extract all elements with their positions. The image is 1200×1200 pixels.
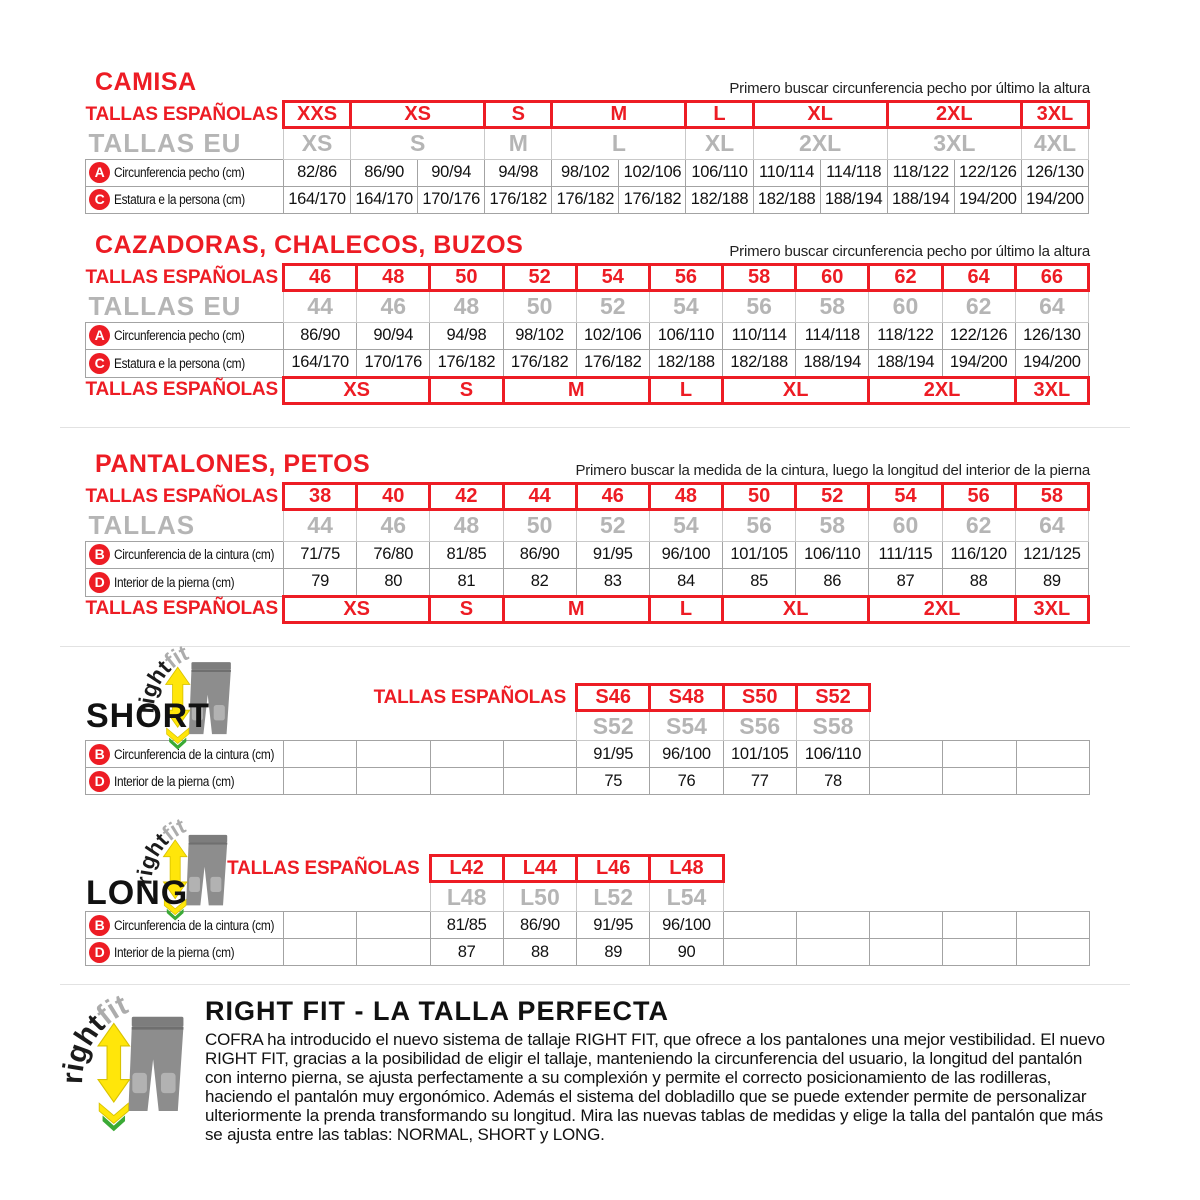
value-cell: 126/130	[1015, 322, 1088, 349]
cazadoras-letter-sizes-row	[86, 377, 1089, 403]
size-cell: S52	[577, 711, 650, 741]
value-cell	[870, 768, 943, 795]
long-label: LONG	[86, 874, 189, 912]
cazadoras-note: Primero buscar circunferencia pecho por último la altura	[729, 243, 1090, 260]
value-cell: 84	[649, 568, 722, 596]
size-cell: L42	[430, 856, 503, 882]
value-cell: 116/120	[942, 541, 1015, 568]
value-cell: 89	[577, 939, 650, 966]
value-cell	[430, 741, 503, 768]
value-cell: 91/95	[576, 541, 649, 568]
value-cell: 106/110	[796, 541, 869, 568]
size-cell: 60	[796, 265, 869, 291]
measure-d-badge: D	[89, 771, 110, 792]
pantalones-table	[85, 482, 1090, 624]
size-cell: 44	[503, 484, 576, 510]
value-cell: 76/80	[357, 541, 430, 568]
size-cell: 56	[649, 265, 722, 291]
size-cell: L	[649, 596, 722, 622]
value-cell: 90	[650, 939, 723, 966]
size-cell: 2XL	[887, 102, 1021, 128]
short-label: SHORT	[86, 697, 210, 735]
value-cell: 114/118	[820, 159, 887, 186]
size-cell: 54	[649, 510, 722, 542]
size-cell: 46	[284, 265, 357, 291]
value-cell: 188/194	[796, 349, 869, 377]
value-cell: 88	[503, 939, 576, 966]
size-cell: S50	[723, 685, 796, 711]
measure-label: D Interior de la pierna (cm)	[86, 768, 284, 795]
spacer-cell	[723, 882, 1089, 912]
size-cell: 50	[503, 291, 576, 323]
value-cell	[943, 912, 1016, 939]
value-cell: 71/75	[284, 541, 357, 568]
section-camisa	[0, 68, 1200, 214]
camisa-chest-row	[86, 159, 1089, 186]
value-cell: 182/188	[753, 186, 820, 213]
camisa-height-row	[86, 186, 1089, 213]
size-cell: 52	[576, 510, 649, 542]
value-cell: 91/95	[577, 741, 650, 768]
size-cell: S48	[650, 685, 723, 711]
value-cell: 118/122	[887, 159, 954, 186]
value-cell: 90/94	[418, 159, 485, 186]
pantalones-title: PANTALONES, PETOS	[95, 450, 371, 478]
value-cell: 86/90	[503, 912, 576, 939]
size-cell: L	[686, 102, 753, 128]
size-cell: XXS	[284, 102, 351, 128]
size-cell: L48	[650, 856, 723, 882]
size-cell: 60	[869, 291, 942, 323]
tallas-espanolas-label: TALLAS ESPAÑOLAS	[85, 598, 278, 620]
value-cell: 76	[650, 768, 723, 795]
measure-b-badge: B	[89, 544, 110, 565]
value-cell: 164/170	[351, 186, 418, 213]
value-cell: 194/200	[1015, 349, 1088, 377]
value-cell	[503, 768, 576, 795]
size-cell: 4XL	[1021, 128, 1088, 160]
value-cell: 194/200	[942, 349, 1015, 377]
value-cell: 118/122	[869, 322, 942, 349]
long-inseam-row	[86, 939, 1090, 966]
size-cell: XL	[723, 377, 869, 403]
value-cell	[870, 939, 943, 966]
measure-c-badge: C	[89, 353, 110, 374]
value-cell: 110/114	[723, 322, 796, 349]
tallas-label: TALLAS	[88, 509, 196, 540]
size-cell: 62	[942, 510, 1015, 542]
size-cell: XS	[351, 102, 485, 128]
value-cell: 176/182	[576, 349, 649, 377]
value-cell: 94/98	[485, 159, 552, 186]
value-cell	[723, 939, 796, 966]
value-cell: 81	[430, 568, 503, 596]
size-cell: 48	[649, 484, 722, 510]
value-cell	[430, 768, 503, 795]
value-cell: 106/110	[686, 159, 753, 186]
value-cell: 77	[723, 768, 796, 795]
value-cell	[357, 939, 430, 966]
size-cell: 2XL	[869, 377, 1015, 403]
short-inseam-row	[86, 768, 1090, 795]
rightfit-title: RIGHT FIT - LA TALLA PERFECTA	[205, 996, 669, 1026]
measure-a-badge: A	[89, 325, 110, 346]
size-cell: 54	[649, 291, 722, 323]
size-cell: 52	[576, 291, 649, 323]
size-cell: 52	[796, 484, 869, 510]
tallas-espanolas-label: TALLAS ESPAÑOLAS	[227, 857, 420, 879]
value-cell: 75	[577, 768, 650, 795]
value-cell: 79	[284, 568, 357, 596]
size-cell: 54	[869, 484, 942, 510]
value-cell: 110/114	[753, 159, 820, 186]
measure-label: A Circunferencia pecho (cm)	[86, 322, 284, 349]
value-cell: 86/90	[284, 322, 357, 349]
value-cell: 122/126	[954, 159, 1021, 186]
size-cell: 48	[430, 291, 503, 323]
size-cell: 46	[357, 291, 430, 323]
spacer-cell	[870, 711, 1090, 741]
size-cell: 50	[503, 510, 576, 542]
measure-b-badge: B	[89, 744, 110, 765]
value-cell: 176/182	[485, 186, 552, 213]
spacer-cell	[723, 856, 1089, 882]
value-cell: 121/125	[1015, 541, 1088, 568]
value-cell: 85	[723, 568, 796, 596]
value-cell	[1016, 939, 1089, 966]
value-cell	[943, 939, 1016, 966]
rightfit-logo	[80, 992, 206, 1138]
section-divider	[60, 427, 1130, 428]
size-cell: 46	[576, 484, 649, 510]
camisa-title: CAMISA	[95, 68, 197, 96]
value-cell: 82	[503, 568, 576, 596]
pantalones-tallas-row	[86, 510, 1089, 542]
size-cell: S52	[796, 685, 869, 711]
tallas-espanolas-label: TALLAS ESPAÑOLAS	[85, 266, 278, 288]
value-cell: 111/115	[869, 541, 942, 568]
size-cell: XS	[284, 377, 430, 403]
value-cell: 89	[1015, 568, 1088, 596]
pantalones-spanish-sizes-row	[86, 484, 1089, 510]
value-cell: 126/130	[1021, 159, 1088, 186]
section-long	[0, 826, 1200, 986]
size-cell: 62	[869, 265, 942, 291]
cazadoras-eu-sizes-row	[86, 291, 1089, 323]
value-cell: 81/85	[430, 912, 503, 939]
size-cell: 48	[357, 265, 430, 291]
value-cell: 164/170	[284, 186, 351, 213]
value-cell: 194/200	[1021, 186, 1088, 213]
value-cell: 188/194	[887, 186, 954, 213]
value-cell	[284, 939, 357, 966]
cazadoras-table	[85, 263, 1090, 405]
size-cell: L50	[503, 882, 576, 912]
cazadoras-chest-row	[86, 322, 1089, 349]
value-cell	[1016, 741, 1089, 768]
camisa-table	[85, 100, 1090, 214]
size-cell: 40	[357, 484, 430, 510]
value-cell: 106/110	[796, 741, 869, 768]
camisa-note: Primero buscar circunferencia pecho por último la altura	[729, 80, 1090, 97]
size-cell: M	[552, 102, 686, 128]
value-cell: 98/102	[552, 159, 619, 186]
value-cell: 96/100	[649, 541, 722, 568]
size-cell: M	[485, 128, 552, 160]
size-cell: 56	[942, 484, 1015, 510]
value-cell: 80	[357, 568, 430, 596]
size-cell: 38	[284, 484, 357, 510]
value-cell: 78	[796, 768, 869, 795]
rightfit-description: COFRA ha introducido el nuevo sistema de tallaje RIGHT FIT, que ofrece a los pantalones una mejor vestibilidad. El nuevo RIGHT FIT, gracias a la posibilidad de eligir el tallaje, manteniendo la circunferencia del usuario, la longitud del pantalón con interno pierna, se ajusta perfectamente a su complexión y permite el correcto posicionamiento de las rodilleras, haciendo el pantalón muy ergonómico. Además el sistema del dobladillo que se puede extender permite de personalizar ulteriormente la prenda transformando su longitud. Mira las nuevas tablas de medidas y elige la talla del pantalón que más se ajusta entre las tablas: NORMAL, SHORT y LONG.	[205, 1030, 1105, 1144]
value-cell: 86/90	[351, 159, 418, 186]
size-cell: L	[552, 128, 686, 160]
value-cell: 86/90	[503, 541, 576, 568]
size-cell: 44	[284, 510, 357, 542]
value-cell: 96/100	[650, 912, 723, 939]
size-cell: S54	[650, 711, 723, 741]
pantalones-waist-row	[86, 541, 1089, 568]
value-cell	[284, 912, 357, 939]
tallas-espanolas-label: TALLAS ESPAÑOLAS	[85, 103, 278, 125]
section-pantalones	[0, 450, 1200, 624]
value-cell: 188/194	[869, 349, 942, 377]
value-cell: 96/100	[650, 741, 723, 768]
value-cell: 106/110	[649, 322, 722, 349]
value-cell	[1016, 912, 1089, 939]
value-cell: 194/200	[954, 186, 1021, 213]
section-divider	[60, 984, 1130, 985]
value-cell: 182/188	[649, 349, 722, 377]
value-cell	[357, 912, 430, 939]
value-cell	[796, 939, 869, 966]
value-cell	[943, 768, 1016, 795]
value-cell: 87	[869, 568, 942, 596]
value-cell	[943, 741, 1016, 768]
size-cell: S	[351, 128, 485, 160]
value-cell: 90/94	[357, 322, 430, 349]
size-cell: 62	[942, 291, 1015, 323]
size-cell: 58	[796, 291, 869, 323]
size-cell: L48	[430, 882, 503, 912]
measure-c-badge: C	[89, 189, 110, 210]
size-cell: M	[503, 596, 649, 622]
size-cell: S58	[796, 711, 869, 741]
size-cell: 64	[1015, 510, 1088, 542]
size-cell: S	[485, 102, 552, 128]
size-cell: 42	[430, 484, 503, 510]
value-cell: 182/188	[686, 186, 753, 213]
size-cell: L	[649, 377, 722, 403]
size-cell: 54	[576, 265, 649, 291]
measure-label: B Circunferencia de la cintura (cm)	[86, 912, 284, 939]
measure-a-badge: A	[89, 162, 110, 183]
size-cell: 60	[869, 510, 942, 542]
spacer-cell	[870, 685, 1090, 711]
measure-label: C Estatura e la persona (cm)	[86, 349, 284, 377]
tallas-eu-label: TALLAS EU	[88, 290, 242, 321]
pantalones-inseam-row	[86, 568, 1089, 596]
value-cell: 82/86	[284, 159, 351, 186]
value-cell	[284, 741, 357, 768]
pantalones-note: Primero buscar la medida de la cintura, luego la longitud del interior de la pierna	[575, 462, 1090, 479]
value-cell: 176/182	[552, 186, 619, 213]
value-cell: 182/188	[723, 349, 796, 377]
size-cell: L52	[577, 882, 650, 912]
value-cell: 81/85	[430, 541, 503, 568]
value-cell	[796, 912, 869, 939]
value-cell: 102/106	[576, 322, 649, 349]
value-cell	[1016, 768, 1089, 795]
size-cell: 56	[723, 510, 796, 542]
size-cell: L54	[650, 882, 723, 912]
size-cell: XL	[686, 128, 753, 160]
size-cell: 58	[723, 265, 796, 291]
measure-label: D Interior de la pierna (cm)	[86, 568, 284, 596]
tallas-espanolas-label: TALLAS ESPAÑOLAS	[85, 485, 278, 507]
size-cell: 64	[942, 265, 1015, 291]
cazadoras-spanish-sizes-row	[86, 265, 1089, 291]
size-cell: 3XL	[1015, 596, 1088, 622]
value-cell	[870, 912, 943, 939]
size-cell: 58	[1015, 484, 1088, 510]
measure-label: D Interior de la pierna (cm)	[86, 939, 284, 966]
size-cell: M	[503, 377, 649, 403]
size-cell: 58	[796, 510, 869, 542]
size-cell: 44	[284, 291, 357, 323]
value-cell	[723, 912, 796, 939]
value-cell: 102/106	[619, 159, 686, 186]
size-cell: 46	[357, 510, 430, 542]
size-cell: L44	[503, 856, 576, 882]
value-cell: 83	[576, 568, 649, 596]
value-cell: 188/194	[820, 186, 887, 213]
value-cell: 94/98	[430, 322, 503, 349]
value-cell	[870, 741, 943, 768]
value-cell: 164/170	[284, 349, 357, 377]
size-cell: 2XL	[869, 596, 1015, 622]
value-cell: 170/176	[357, 349, 430, 377]
measure-label: B Circunferencia de la cintura (cm)	[86, 541, 284, 568]
value-cell: 176/182	[619, 186, 686, 213]
cazadoras-height-row	[86, 349, 1089, 377]
size-cell: 50	[723, 484, 796, 510]
value-cell: 176/182	[503, 349, 576, 377]
size-cell: XL	[723, 596, 869, 622]
camisa-spanish-sizes-row	[86, 102, 1089, 128]
size-cell: S	[430, 377, 503, 403]
size-cell: L46	[577, 856, 650, 882]
measure-d-badge: D	[89, 572, 110, 593]
size-cell: 3XL	[1021, 102, 1088, 128]
size-cell: XS	[284, 596, 430, 622]
size-cell: XL	[753, 102, 887, 128]
measure-label: B Circunferencia de la cintura (cm)	[86, 741, 284, 768]
camisa-eu-sizes-row	[86, 128, 1089, 160]
value-cell: 101/105	[723, 541, 796, 568]
tallas-espanolas-label: TALLAS ESPAÑOLAS	[373, 686, 567, 708]
size-cell: 66	[1015, 265, 1088, 291]
size-cell: S46	[577, 685, 650, 711]
size-cell: 50	[430, 265, 503, 291]
value-cell	[284, 768, 357, 795]
size-cell: 2XL	[753, 128, 887, 160]
size-cell: S	[430, 596, 503, 622]
cazadoras-title: CAZADORAS, CHALECOS, BUZOS	[95, 231, 524, 259]
size-cell: 64	[1015, 291, 1088, 323]
size-cell: 56	[723, 291, 796, 323]
value-cell: 98/102	[503, 322, 576, 349]
value-cell: 122/126	[942, 322, 1015, 349]
section-short	[0, 655, 1200, 815]
size-cell: 48	[430, 510, 503, 542]
tallas-eu-label: TALLAS EU	[88, 127, 242, 158]
section-rightfit	[0, 988, 1200, 1168]
value-cell: 170/176	[418, 186, 485, 213]
value-cell: 101/105	[723, 741, 796, 768]
size-cell: 52	[503, 265, 576, 291]
measure-label: A Circunferencia pecho (cm)	[86, 159, 284, 186]
size-cell: 3XL	[1015, 377, 1088, 403]
measure-b-badge: B	[89, 915, 110, 936]
measure-d-badge: D	[89, 942, 110, 963]
value-cell	[357, 741, 430, 768]
measure-label: C Estatura e la persona (cm)	[86, 186, 284, 213]
value-cell: 114/118	[796, 322, 869, 349]
value-cell: 87	[430, 939, 503, 966]
size-cell: 3XL	[887, 128, 1021, 160]
value-cell: 176/182	[430, 349, 503, 377]
value-cell: 88	[942, 568, 1015, 596]
size-cell: XS	[284, 128, 351, 160]
size-cell: S56	[723, 711, 796, 741]
value-cell	[503, 741, 576, 768]
value-cell: 86	[796, 568, 869, 596]
tallas-espanolas-label: TALLAS ESPAÑOLAS	[85, 379, 278, 401]
section-cazadoras	[0, 231, 1200, 405]
value-cell: 91/95	[577, 912, 650, 939]
pantalones-letter-sizes-row	[86, 596, 1089, 622]
value-cell	[357, 768, 430, 795]
